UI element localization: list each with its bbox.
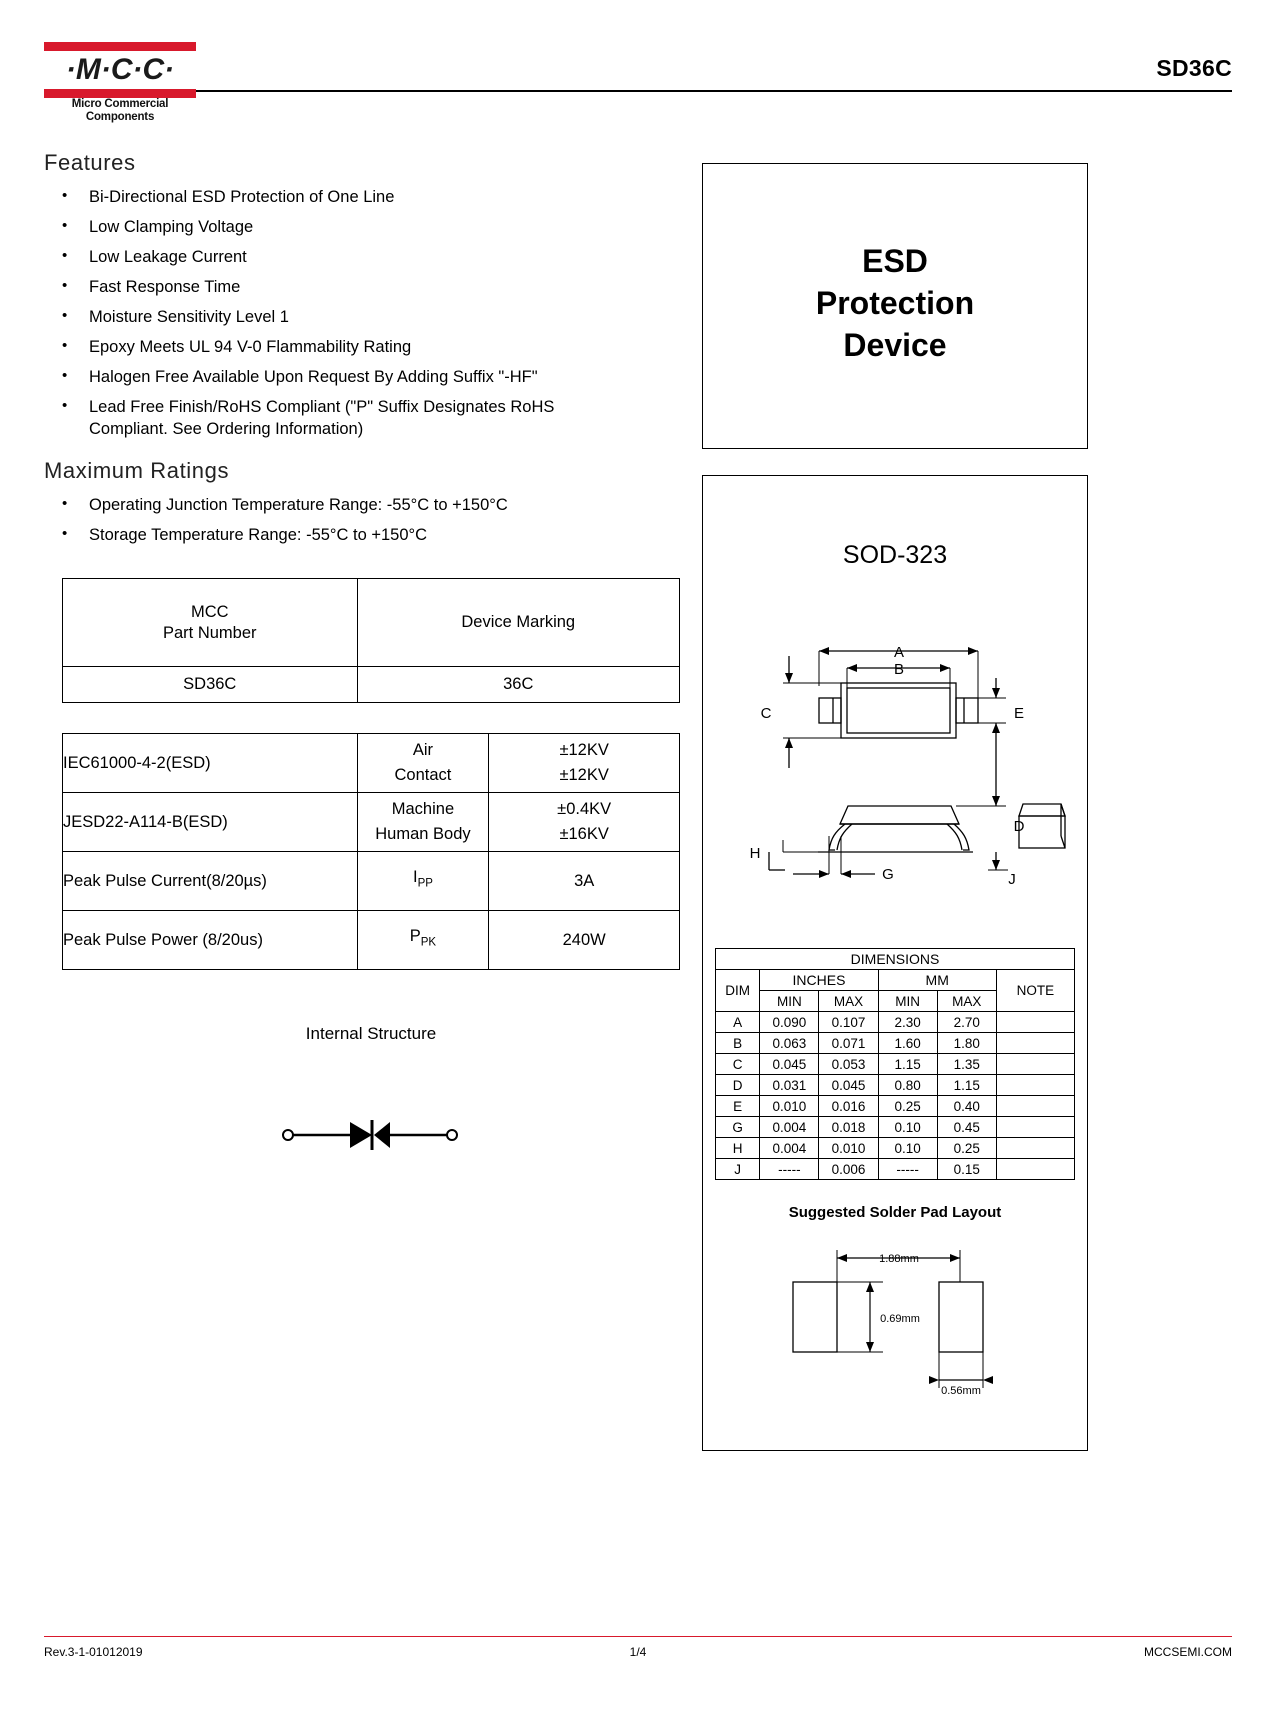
symbol-base: P <box>409 927 421 946</box>
cell-value: 240W <box>489 911 680 970</box>
cell-in-max: 0.107 <box>819 1012 878 1033</box>
table-row <box>63 734 680 793</box>
cell-value <box>489 734 680 793</box>
cell-note <box>996 1138 1074 1159</box>
dim-label-h: H <box>749 845 761 862</box>
part-number-table <box>62 578 680 703</box>
cell-in-min: 0.031 <box>760 1075 819 1096</box>
cell-parameter: JESD22-A114-B(ESD) <box>63 793 358 852</box>
solder-pad-title: Suggested Solder Pad Layout <box>788 1204 1002 1221</box>
header-dim: DIM <box>716 970 760 1012</box>
header-line-2: Part Number <box>162 623 257 642</box>
logo-subtitle <box>44 98 196 124</box>
mcc-logo <box>44 42 196 124</box>
list-item: • Operating Junction Temperature Range: -55°C to +150°C <box>44 494 684 516</box>
symbol-base: I <box>412 868 418 887</box>
value-line-2: ±12KV <box>559 766 609 784</box>
cell-condition <box>357 793 489 852</box>
list-item: • Bi-Directional ESD Protection of One Line <box>44 186 684 208</box>
cell-mm-max: 0.45 <box>937 1117 996 1138</box>
header-mm-max: MAX <box>937 991 996 1012</box>
table-row <box>63 852 680 911</box>
cell-parameter: IEC61000-4-2(ESD) <box>63 734 358 793</box>
cell-device-marking: 36C <box>357 667 679 703</box>
header-in-min: MIN <box>760 991 819 1012</box>
cell-in-min: 0.045 <box>760 1054 819 1075</box>
cell-symbol <box>357 911 489 970</box>
cell-note <box>996 1054 1074 1075</box>
cell-note <box>996 1159 1074 1180</box>
list-item: • Lead Free Finish/RoHS Compliant ("P" Suffix Designates RoHS Compliant. See Ordering Information) <box>44 396 564 440</box>
table-row <box>716 1054 1075 1075</box>
cell-in-min: 0.004 <box>760 1138 819 1159</box>
condition-line-2: Contact <box>394 766 452 784</box>
cell-dim: B <box>716 1033 760 1054</box>
table-row <box>716 1033 1075 1054</box>
logo-bottom-bar <box>44 89 196 98</box>
left-content-column <box>44 150 684 554</box>
cell-part-number: SD36C <box>63 667 358 703</box>
table-row <box>716 1117 1075 1138</box>
header-cell-device-marking: Device Marking <box>357 579 679 667</box>
page-footer <box>44 1645 1232 1669</box>
cell-parameter: Peak Pulse Power (8/20us) <box>63 911 358 970</box>
cell-mm-min: 0.25 <box>878 1096 937 1117</box>
cell-mm-max: 0.25 <box>937 1138 996 1159</box>
features-list <box>44 186 684 440</box>
package-drawing-box <box>702 475 1088 1451</box>
internal-structure-diagram <box>280 1110 460 1160</box>
package-outline-drawing <box>723 626 1069 926</box>
footer-page-number: 1/4 <box>629 1645 647 1659</box>
table-header-row <box>716 970 1075 991</box>
header-inches: INCHES <box>760 970 878 991</box>
footer-website[interactable]: MCCSEMI.COM <box>1144 1645 1232 1659</box>
header-mm-min: MIN <box>878 991 937 1012</box>
list-item: • Epoxy Meets UL 94 V-0 Flammability Rating <box>44 336 684 358</box>
esd-callout-text <box>703 240 1087 366</box>
cell-mm-min: 1.60 <box>878 1033 937 1054</box>
esd-line-3: Device <box>843 327 947 363</box>
cell-in-min: 0.090 <box>760 1012 819 1033</box>
header-in-max: MAX <box>819 991 878 1012</box>
header-line-1: MCC <box>190 602 229 621</box>
cell-dim: D <box>716 1075 760 1096</box>
footer-divider <box>44 1636 1232 1637</box>
cell-mm-max: 1.35 <box>937 1054 996 1075</box>
symbol-subscript: PP <box>417 877 433 890</box>
dim-label-c: C <box>760 705 772 722</box>
table-row <box>716 1012 1075 1033</box>
footer-revision: Rev.3-1-01012019 <box>44 1645 143 1659</box>
logo-wordmark: ·M·C·C· <box>65 53 175 86</box>
table-row <box>716 1075 1075 1096</box>
cell-mm-max: 0.40 <box>937 1096 996 1117</box>
esd-line-1: ESD <box>862 243 928 279</box>
cell-mm-min: 1.15 <box>878 1054 937 1075</box>
pad-width-label: 1.88mm <box>879 1253 919 1265</box>
cell-mm-min: 0.80 <box>878 1075 937 1096</box>
cell-dim: A <box>716 1012 760 1033</box>
cell-mm-max: 0.15 <box>937 1159 996 1180</box>
cell-condition <box>357 734 489 793</box>
value-line-1: ±12KV <box>559 741 609 759</box>
ratings-table <box>62 733 680 970</box>
dim-label-a: A <box>893 644 905 661</box>
package-title: SOD-323 <box>842 541 948 569</box>
cell-in-max: 0.016 <box>819 1096 878 1117</box>
cell-dim: J <box>716 1159 760 1180</box>
cell-in-max: 0.018 <box>819 1117 878 1138</box>
list-item: • Halogen Free Available Upon Request By Adding Suffix "-HF" <box>44 366 684 388</box>
dim-label-b: B <box>893 661 905 678</box>
cell-in-max: 0.006 <box>819 1159 878 1180</box>
logo-subtitle-text: Micro Commercial Components <box>71 98 169 123</box>
value-line-2: ±16KV <box>559 825 609 843</box>
cell-in-max: 0.053 <box>819 1054 878 1075</box>
header-mm: MM <box>878 970 996 991</box>
cell-mm-max: 2.70 <box>937 1012 996 1033</box>
cell-in-min: ----- <box>760 1159 819 1180</box>
max-ratings-list <box>44 494 684 546</box>
list-item: • Low Clamping Voltage <box>44 216 684 238</box>
cell-in-max: 0.045 <box>819 1075 878 1096</box>
cell-mm-max: 1.80 <box>937 1033 996 1054</box>
cell-value <box>489 793 680 852</box>
condition-line-2: Human Body <box>375 825 471 843</box>
condition-line-1: Machine <box>391 800 455 818</box>
cell-in-min: 0.010 <box>760 1096 819 1117</box>
esd-line-2: Protection <box>815 285 975 321</box>
cell-mm-min: 0.10 <box>878 1138 937 1159</box>
cell-symbol <box>357 852 489 911</box>
cell-mm-min: 0.10 <box>878 1117 937 1138</box>
features-heading: Features <box>44 150 136 175</box>
logo-top-bar <box>44 42 196 51</box>
table-row <box>63 911 680 970</box>
pad-size-label: 0.56mm <box>941 1385 981 1397</box>
dim-label-d: D <box>1013 818 1025 835</box>
table-header-row <box>63 579 680 667</box>
list-item: • Low Leakage Current <box>44 246 684 268</box>
symbol-subscript: PK <box>420 936 437 949</box>
cell-note <box>996 1012 1074 1033</box>
solder-pad-diagram <box>733 1236 1063 1416</box>
cell-in-max: 0.010 <box>819 1138 878 1159</box>
cell-dim: C <box>716 1054 760 1075</box>
cell-dim: E <box>716 1096 760 1117</box>
cell-mm-min: 2.30 <box>878 1012 937 1033</box>
cell-note <box>996 1033 1074 1054</box>
condition-line-1: Air <box>412 741 434 759</box>
cell-dim: G <box>716 1117 760 1138</box>
cell-mm-max: 1.15 <box>937 1075 996 1096</box>
table-row <box>716 1138 1075 1159</box>
table-row <box>716 1096 1075 1117</box>
table-row <box>716 1159 1075 1180</box>
cell-note <box>996 1117 1074 1138</box>
header-note: NOTE <box>996 970 1074 1012</box>
list-item: • Storage Temperature Range: -55°C to +150°C <box>44 524 684 546</box>
dim-label-g: G <box>882 866 894 883</box>
cell-in-min: 0.004 <box>760 1117 819 1138</box>
dim-label-e: E <box>1013 705 1025 722</box>
table-row <box>63 667 680 703</box>
cell-note <box>996 1096 1074 1117</box>
header-divider <box>196 90 1232 92</box>
cell-in-max: 0.071 <box>819 1033 878 1054</box>
dim-label-j: J <box>1008 871 1016 888</box>
internal-structure-title: Internal Structure <box>305 1024 437 1043</box>
pad-height-label: 0.69mm <box>880 1313 920 1325</box>
max-ratings-heading: Maximum Ratings <box>44 458 230 483</box>
page-title: SD36C <box>1156 55 1232 81</box>
esd-callout-box <box>702 163 1088 449</box>
table-row <box>63 793 680 852</box>
cell-in-min: 0.063 <box>760 1033 819 1054</box>
list-item: • Fast Response Time <box>44 276 684 298</box>
value-line-1: ±0.4KV <box>557 800 612 818</box>
cell-mm-min: ----- <box>878 1159 937 1180</box>
table-header-row <box>716 949 1075 970</box>
dimensions-table-title: DIMENSIONS <box>716 949 1075 970</box>
page-header <box>0 0 1276 123</box>
cell-parameter: Peak Pulse Current(8/20µs) <box>63 852 358 911</box>
dimensions-table <box>715 948 1075 1180</box>
header-cell-part-number <box>63 579 358 667</box>
cell-value: 3A <box>489 852 680 911</box>
cell-dim: H <box>716 1138 760 1159</box>
list-item: • Moisture Sensitivity Level 1 <box>44 306 684 328</box>
cell-note <box>996 1075 1074 1096</box>
